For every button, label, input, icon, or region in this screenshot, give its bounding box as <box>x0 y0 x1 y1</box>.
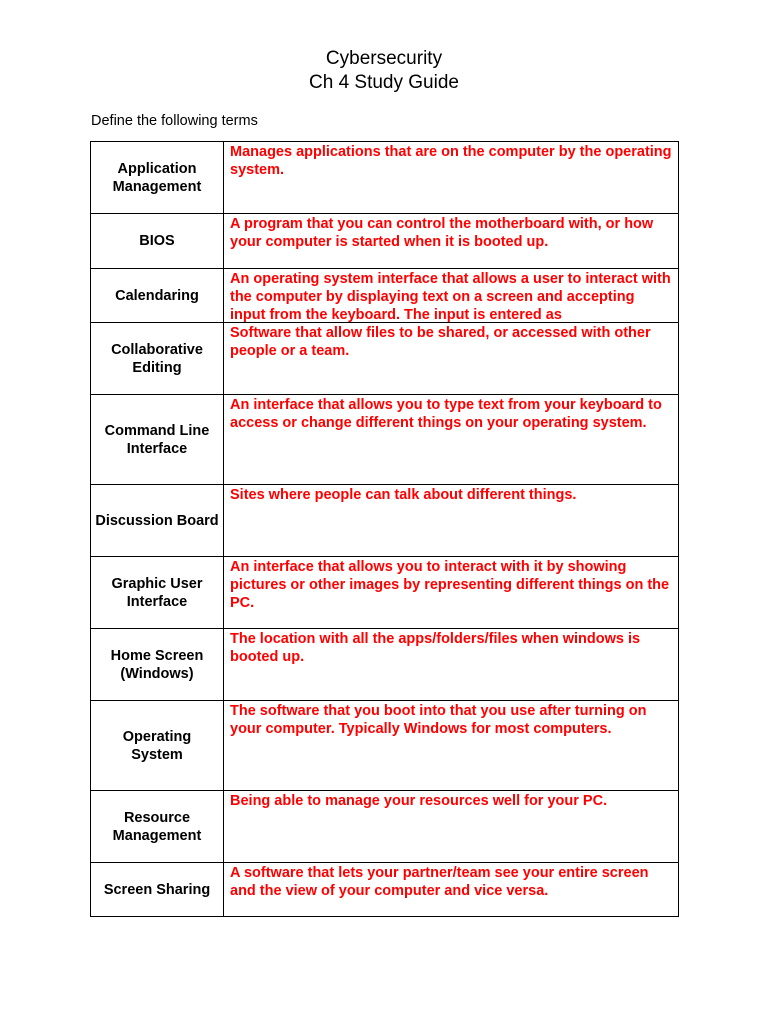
term-label: Discussion Board <box>95 512 219 529</box>
definition-text: A software that lets your partner/team see your entire screen and the view of your computer and vice versa. <box>230 865 649 899</box>
definition-cell <box>224 269 679 323</box>
definition-text: The location with all the apps/folders/files when windows is booted up. <box>230 631 641 665</box>
term-label: Home Screen (Windows) <box>110 647 204 682</box>
table-row <box>91 863 679 917</box>
term-label: Operating System <box>122 728 192 763</box>
document-title: Cybersecurity <box>325 48 443 69</box>
term-label: Resource Management <box>112 809 202 844</box>
definition-cell <box>224 323 679 395</box>
definition-text: A program that you can control the motherboard with, or how your computer is started when it is booted up. <box>230 216 654 250</box>
term-label: Command Line Interface <box>104 422 210 457</box>
term-cell <box>91 701 224 791</box>
definition-cell <box>224 142 679 214</box>
definition-text: The software that you boot into that you use after turning on your computer. Typically Windows for most computers. <box>230 703 647 737</box>
term-cell <box>91 269 224 323</box>
table-row <box>91 323 679 395</box>
definition-text: Sites where people can talk about different things. <box>230 487 577 503</box>
definition-text: An operating system interface that allows a user to interact with the computer by displaying text on a screen and accepting input from the keyboard. The input is entered as <box>230 271 671 322</box>
definition-cell <box>224 629 679 701</box>
term-cell <box>91 629 224 701</box>
definition-cell <box>224 214 679 269</box>
table-row <box>91 557 679 629</box>
term-cell <box>91 791 224 863</box>
term-label: Application Management <box>112 160 202 195</box>
definition-text: Being able to manage your resources well for your PC. <box>230 793 608 809</box>
definition-cell <box>224 791 679 863</box>
definition-cell <box>224 701 679 791</box>
term-cell <box>91 142 224 214</box>
term-label: Graphic User Interface <box>111 575 203 610</box>
table-row <box>91 701 679 791</box>
instructions-text: Define the following terms <box>91 113 258 129</box>
term-label: Screen Sharing <box>103 881 211 898</box>
definition-text: An interface that allows you to interact with it by showing pictures or other images by representing different things on the PC. <box>230 559 670 611</box>
definition-text: An interface that allows you to type text from your keyboard to access or change different things on your operating system. <box>230 397 662 431</box>
table-row <box>91 214 679 269</box>
term-label: BIOS <box>139 233 175 249</box>
table-row <box>91 142 679 214</box>
definition-text: Manages applications that are on the computer by the operating system. <box>230 144 672 178</box>
term-cell <box>91 557 224 629</box>
table-row <box>91 485 679 557</box>
term-label: Collaborative Editing <box>111 341 203 376</box>
term-cell <box>91 485 224 557</box>
definition-text: Software that allow files to be shared, or accessed with other people or a team. <box>230 325 651 359</box>
term-label: Calendaring <box>115 287 199 304</box>
definition-cell <box>224 557 679 629</box>
table-row <box>91 791 679 863</box>
term-cell <box>91 395 224 485</box>
table-row <box>91 629 679 701</box>
table-row <box>91 395 679 485</box>
term-cell <box>91 214 224 269</box>
definition-cell <box>224 485 679 557</box>
definition-cell <box>224 863 679 917</box>
term-cell <box>91 863 224 917</box>
table-row <box>91 269 679 323</box>
term-cell <box>91 323 224 395</box>
terms-table <box>90 141 679 917</box>
document-subtitle: Ch 4 Study Guide <box>309 72 459 93</box>
definition-cell <box>224 395 679 485</box>
